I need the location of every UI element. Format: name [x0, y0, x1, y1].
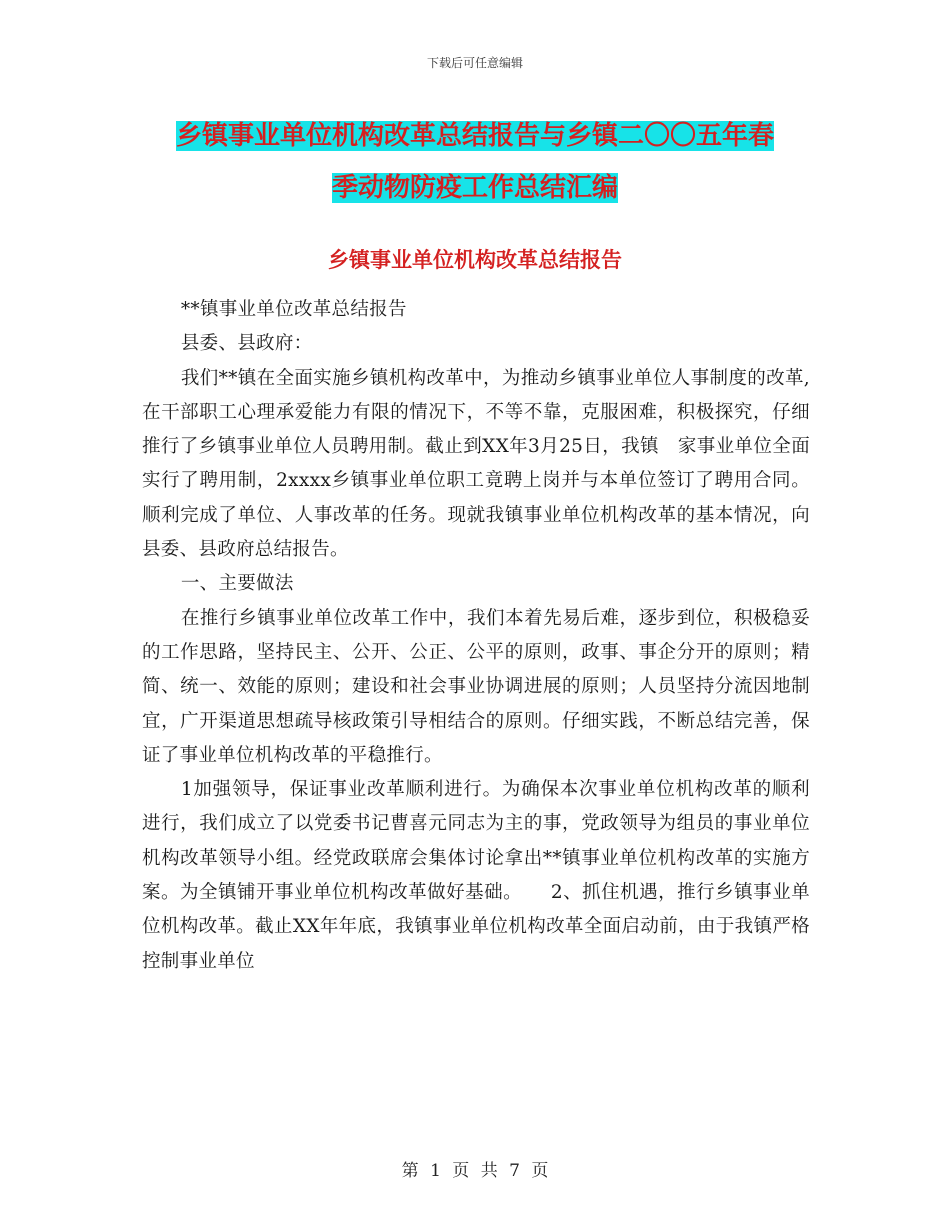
- header-note: 下载后可任意编辑: [426, 56, 523, 70]
- section-title: 乡镇事业单位机构改革总结报告: [328, 248, 622, 272]
- paragraph: 1加强领导，保证事业改革顺利进行。为确保本次事业单位机构改革的顺利进行，我们成立了以党委书记曹喜元同志为主的事，党政领导为组员的事业单位机构改革领导小组。经党政联席会集体讨论拿出**镇事业单位机构改革的实施方案。为全镇铺开事业单位机构改革做好基础。 2、抓住机遇，推行乡镇事业单位机构改革。截止XX年年底，我镇事业单位机构改革全面启动前，由于我镇严格控制事业单位: [142, 779, 810, 972]
- document-title-line1: 乡镇事业单位机构改革总结报告与乡镇二〇〇五年春: [175, 121, 774, 151]
- paragraph: **镇事业单位改革总结报告: [180, 299, 407, 320]
- paragraph: 在推行乡镇事业单位改革工作中，我们本着先易后难，逐步到位，积极稳妥的工作思路，坚持民主、公开、公正、公平的原则，政事、事企分开的原则；精简、统一、效能的原则；建设和社会事业协调进展的原则；人员坚持分流因地制宜，广开渠道思想疏导核政策引导相结合的原则。仔细实践，不断总结完善，保证了事业单位机构改革的平稳推行。: [142, 607, 810, 766]
- page-footer: 第 1 页 共 7 页: [401, 1161, 549, 1181]
- document-title-line2: 季动物防疫工作总结汇编: [331, 173, 618, 203]
- paragraph: 一、主要做法: [180, 573, 294, 595]
- document-body: [142, 293, 810, 979]
- paragraph: 县委、县政府：: [180, 333, 313, 355]
- document-title: [120, 110, 830, 214]
- paragraph: 我们**镇在全面实施乡镇机构改革中，为推动乡镇事业单位人事制度的改革,在干部职工心理承爱能力有限的情况下，不等不靠，克服困难，积极探究，仔细推行了乡镇事业单位人员聘用制。截止到XX年3月25日，我镇 家事业单位全面实行了聘用制，2xxxx乡镇事业单位职工竟聘上岗并与本单位签订了聘用合同。顺利完成了单位、人事改革的任务。现就我镇事业单位机构改革的基本情况，向县委、县政府总结报告。: [142, 367, 810, 561]
